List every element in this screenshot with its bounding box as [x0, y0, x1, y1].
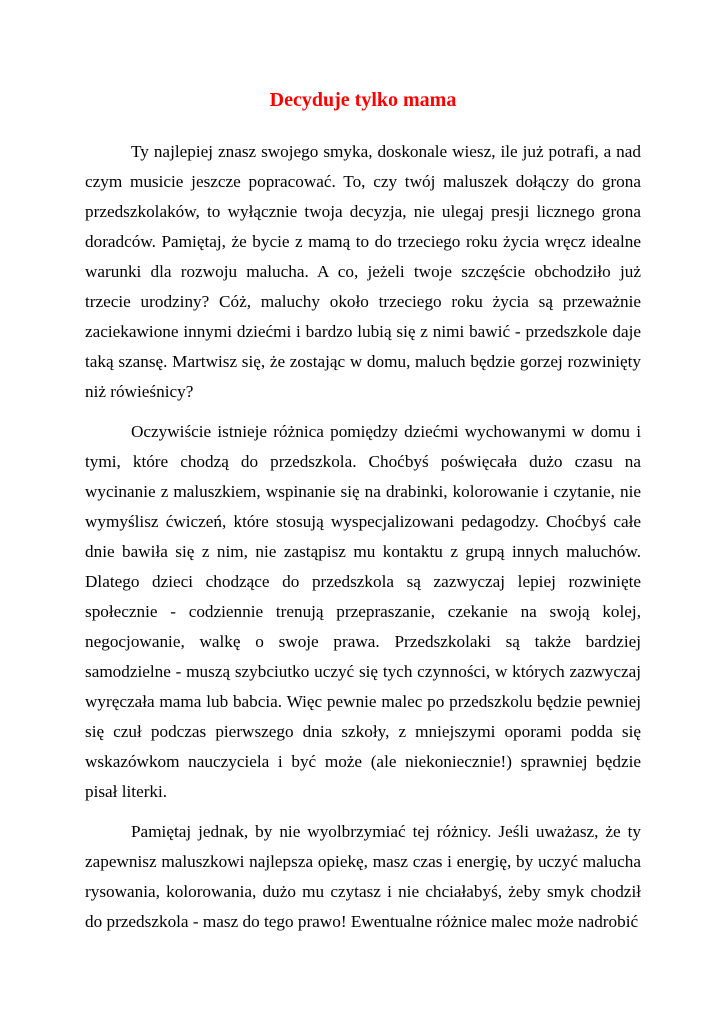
paragraph-1: Ty najlepiej znasz swojego smyka, doskonale wiesz, ile już potrafi, a nad czym musicie jeszcze popracować. To, czy twój maluszek dołączy do grona przedszkolaków, to wyłącznie twoja decyzja, nie ulegaj presji licznego grona doradców. Pamiętaj, że bycie z mamą to do trzeciego roku życia wręcz idealne warunki dla rozwoju malucha. A co, jeżeli twoje szczęście obchodziło już trzecie urodziny? Cóż, maluchy około trzeciego roku życia są przeważnie zaciekawione innymi dziećmi i bardzo lubią się z nimi bawić - przedszkole daje taką szansę. Martwisz się, że zostając w domu, maluch będzie gorzej rozwinięty niż rówieśnicy?: [85, 142, 641, 401]
paragraph-2: Oczywiście istnieje różnica pomiędzy dziećmi wychowanymi w domu i tymi, które chodzą do przedszkola. Choćbyś poświęcała dużo czasu na wycinanie z maluszkiem, wspinanie się na drabinki, kolorowanie i czytanie, nie wymyślisz ćwiczeń, które stosują wyspecjalizowani pedagodzy. Choćbyś całe dnie bawiła się z nim, nie zastąpisz mu kontaktu z grupą innych maluchów. Dlatego dzieci chodzące do przedszkola są zazwyczaj lepiej rozwinięte społecznie - codziennie trenują przepraszanie, czekanie na swoją kolej, negocjowanie, walkę o swoje prawa. Przedszkolaki są także bardziej samodzielne - muszą szybciutko uczyć się tych czynności, w których zazwyczaj wyręczała mama lub babcia. Więc pewnie malec po przedszkolu będzie pewniej się czuł podczas pierwszego dnia szkoły, z mniejszymi oporami podda się wskazówkom nauczyciela i być może (ale niekoniecznie!) sprawniej będzie pisał literki.: [85, 422, 641, 801]
document-title: Decyduje tylko mama: [269, 89, 457, 111]
paragraph-3: Pamiętaj jednak, by nie wyolbrzymiać tej różnicy. Jeśli uważasz, że ty zapewnisz maluszkowi najlepsza opiekę, masz czas i energię, by uczyć malucha rysowania, kolorowania, dużo mu czytasz i nie chciałabyś, żeby smyk chodził do przedszkola - masz do tego prawo! Ewentualne różnice malec może nadrobić: [85, 822, 641, 931]
